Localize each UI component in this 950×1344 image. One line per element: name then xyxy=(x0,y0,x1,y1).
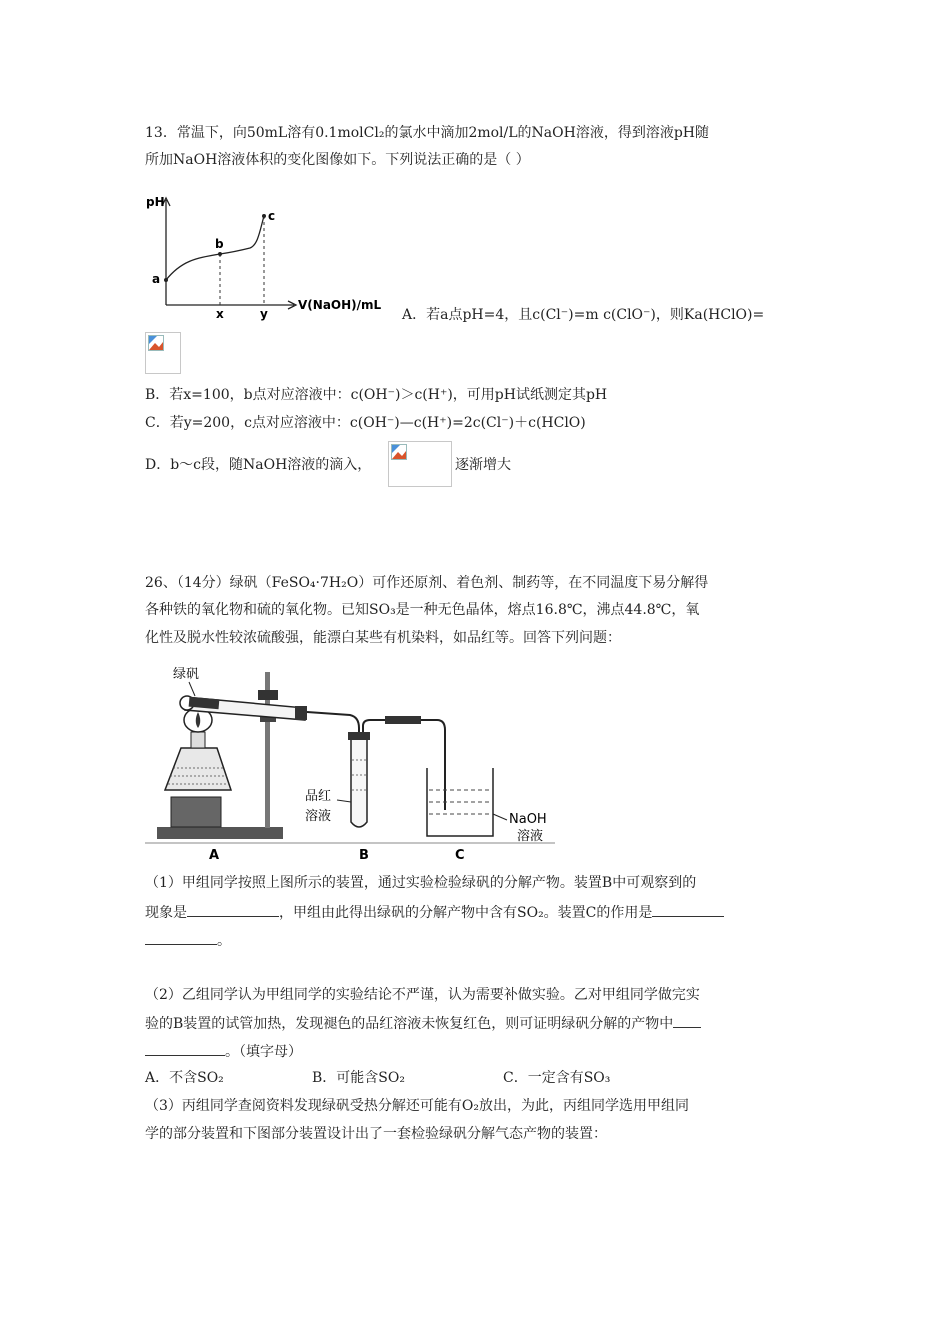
tick-x-label: x xyxy=(216,307,224,321)
q26-part1-line-1: （1）甲组同学按照上图所示的装置，通过实验检验绿矾的分解产物。装置B中可观察到的 xyxy=(145,875,697,891)
answer-blank-c-role-cont[interactable] xyxy=(145,929,217,945)
label-a: A xyxy=(209,848,220,863)
q13-option-b: B．若x=100，b点对应溶液中：c(OH⁻)＞c(H⁺)，可用pH试纸测定其pH xyxy=(145,387,608,403)
q26-line-1: 26、（14分）绿矾（FeSO₄·7H₂O）可作还原剂、着色剂、制药等，在不同温度下易分解得 xyxy=(145,575,709,591)
q26-line-3: 化性及脱水性较浓硫酸强，能漂白某些有机染料，如品红等。回答下列问题： xyxy=(145,630,621,646)
q26-line-2: 各种铁的氧化物和硫的氧化物。已知SO₃是一种无色晶体，熔点16.8℃，沸点44.8℃，氧 xyxy=(145,602,700,618)
q13-option-d-suffix: 逐渐增大 xyxy=(455,457,511,473)
point-c-label: c xyxy=(268,209,276,223)
broken-image-formula-a xyxy=(145,332,181,374)
q26-part1-text-b: ，甲组由此得出绿矾的分解产物中含有SO₂。装置C的作用是 xyxy=(279,905,653,921)
point-a-label: a xyxy=(152,272,161,286)
answer-blank-b-phenomenon[interactable] xyxy=(187,901,279,917)
q26-part3-line-2: 学的部分装置和下图部分装置设计出了一套检验绿矾分解气态产物的装置： xyxy=(145,1126,607,1142)
label-pinhong-2: 溶液 xyxy=(305,809,332,824)
q26-part3-line-1: （3）丙组同学查阅资料发现绿矾受热分解还可能有O₂放出，为此，丙组同学选用甲组同 xyxy=(145,1098,689,1114)
label-naoh-1: NaOH xyxy=(509,812,547,827)
q26-part2-line-1: （2）乙组同学认为甲组同学的实验结论不严谨，认为需要补做实验。乙对甲组同学做完实 xyxy=(145,987,700,1003)
q26-part2-line-3 xyxy=(145,1040,302,1062)
ph-titration-graph xyxy=(142,190,392,325)
q13-option-c: C．若y=200，c点对应溶液中：c(OH⁻)—c(H⁺)=2c(Cl⁻)＋c(HClO) xyxy=(145,415,586,431)
q13-option-d-prefix: D．b～c段，随NaOH溶液的滴入， xyxy=(145,457,372,473)
q26-option-c: C．一定含有SO₃ xyxy=(503,1070,611,1086)
q26-part2-text-end: 。（填字母） xyxy=(225,1044,302,1060)
q26-part1-text-a: 现象是 xyxy=(145,905,187,921)
answer-blank-part2-cont[interactable] xyxy=(145,1040,225,1056)
label-naoh-2: 溶液 xyxy=(517,829,544,844)
label-pinhong-1: 品红 xyxy=(305,789,332,804)
broken-image-icon xyxy=(391,444,407,460)
graph-x-label: V(NaOH)/mL xyxy=(298,298,382,312)
q26-part1-line-3 xyxy=(145,929,231,951)
q26-part1-text-c: 。 xyxy=(217,933,231,949)
label-c: C xyxy=(455,848,465,863)
label-lufan: 绿矾 xyxy=(173,667,200,682)
q26-part1-line-2 xyxy=(145,901,724,923)
answer-blank-c-role[interactable] xyxy=(652,901,724,917)
tick-y-label: y xyxy=(260,307,268,321)
apparatus-diagram xyxy=(145,660,565,865)
q26-part2-line-2 xyxy=(145,1012,701,1034)
broken-image-icon xyxy=(148,335,164,351)
label-b: B xyxy=(359,848,369,863)
answer-blank-part2[interactable] xyxy=(673,1012,701,1028)
q26-part2-text: 验的B装置的试管加热，发现褪色的品红溶液未恢复红色，则可证明绿矾分解的产物中 xyxy=(145,1016,674,1032)
q26-option-b: B．可能含SO₂ xyxy=(312,1070,405,1086)
broken-image-formula-d xyxy=(388,441,452,487)
q13-line-1: 13．常温下，向50mL溶有0.1molCl₂的氯水中滴加2mol/L的NaOH溶液，得到溶液pH随 xyxy=(145,125,710,141)
q13-line-2: 所加NaOH溶液体积的变化图像如下。下列说法正确的是（ ） xyxy=(145,152,530,168)
point-b-label: b xyxy=(215,237,224,251)
q26-option-a: A．不含SO₂ xyxy=(145,1070,224,1086)
q13-option-a: A．若a点pH=4，且c(Cl⁻)=m c(ClO⁻)，则Ka(HClO)= xyxy=(402,307,765,323)
graph-y-label: pH xyxy=(146,195,165,209)
